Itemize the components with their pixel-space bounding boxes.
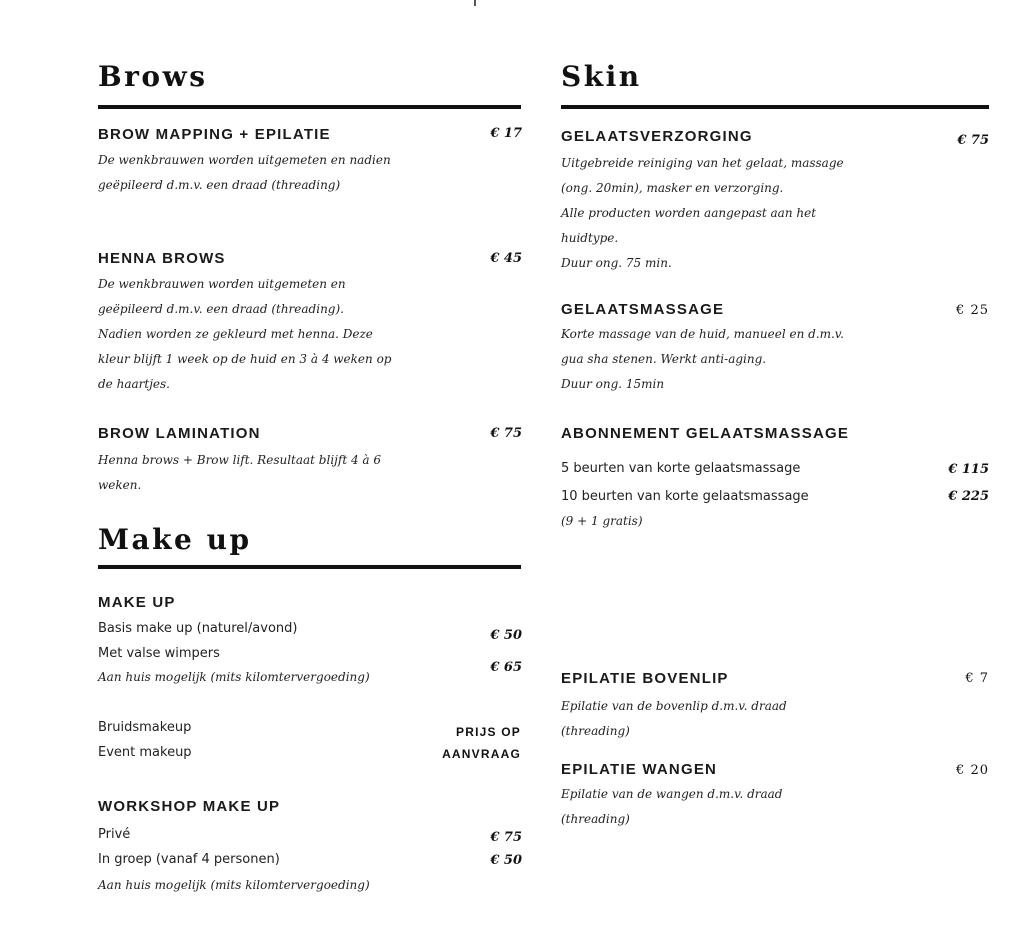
abonnement-line-5: 5 beurten van korte gelaatsmassage	[561, 461, 801, 476]
makeup-line-event: Event makeup	[98, 745, 192, 760]
makeup-price-on-request-2: AANVRAAG	[442, 747, 521, 761]
brow-lamination-description: Henna brows + Brow lift. Resultaat blijft 4 à 6 weken.	[98, 453, 382, 492]
brow-lamination-price: € 75	[490, 426, 522, 441]
makeup-line-basis: Basis make up (naturel/avond)	[98, 621, 298, 636]
gelaatsverzorging-price: € 75	[957, 133, 989, 148]
gelaatsverzorging-title: GELAATSVERZORGING	[561, 128, 753, 145]
brow-mapping-price: € 17	[490, 126, 522, 141]
makeup-price-wimpers: € 65	[490, 660, 522, 675]
gelaatsverzorging-description: Uitgebreide reiniging van het gelaat, massage (ong. 20min), masker en verzorging. Alle producten worden aangepast aan het huidtype. Duur ong. 75 min.	[561, 156, 844, 270]
workshop-home-note: Aan huis mogelijk (mits kilomtervergoeding)	[98, 878, 370, 892]
makeup-line-bruid: Bruidsmakeup	[98, 720, 192, 735]
workshop-price-groep: € 50	[490, 853, 522, 868]
brow-mapping-title: BROW MAPPING + EPILATIE	[98, 126, 331, 143]
makeup-title: MAKE UP	[98, 594, 176, 611]
henna-brows-price: € 45	[490, 251, 522, 266]
workshop-title: WORKSHOP MAKE UP	[98, 798, 281, 815]
makeup-heading: Make up	[98, 523, 252, 556]
workshop-line-prive: Privé	[98, 827, 131, 842]
brow-lamination-title: BROW LAMINATION	[98, 425, 261, 442]
gelaatsmassage-price: € 25	[956, 303, 989, 318]
gelaatsmassage-description: Korte massage van de huid, manueel en d.m.v. gua sha stenen. Werkt anti-aging. Duur ong. 15min	[561, 327, 844, 391]
skin-heading: Skin	[561, 60, 642, 93]
abonnement-title: ABONNEMENT GELAATSMASSAGE	[561, 425, 850, 442]
makeup-price-on-request-1: PRIJS OP	[456, 725, 521, 739]
workshop-line-groep: In groep (vanaf 4 personen)	[98, 852, 280, 867]
top-mark	[474, 0, 476, 6]
epilatie-wangen-description: Epilatie van de wangen d.m.v. draad (threading)	[561, 787, 783, 826]
epilatie-wangen-title: EPILATIE WANGEN	[561, 761, 718, 778]
makeup-divider	[98, 565, 521, 569]
epilatie-wangen-price: € 20	[956, 763, 989, 778]
gelaatsmassage-title: GELAATSMASSAGE	[561, 301, 725, 318]
abonnement-price-5: € 115	[948, 462, 989, 477]
epilatie-bovenlip-title: EPILATIE BOVENLIP	[561, 670, 729, 687]
abonnement-note: (9 + 1 gratis)	[561, 514, 643, 528]
makeup-line-wimpers: Met valse wimpers	[98, 646, 220, 661]
epilatie-bovenlip-price: € 7	[965, 671, 989, 686]
epilatie-bovenlip-description: Epilatie van de bovenlip d.m.v. draad (threading)	[561, 699, 787, 738]
henna-brows-description: De wenkbrauwen worden uitgemeten en geëpileerd d.m.v. een draad (threading). Nadien worden ze gekleurd met henna. Deze kleur blijft 1 week op de huid en 3 à 4 weken op de haartjes.	[98, 277, 392, 391]
makeup-price-basis: € 50	[490, 628, 522, 643]
henna-brows-title: HENNA BROWS	[98, 250, 226, 267]
brows-heading: Brows	[98, 60, 208, 93]
brow-mapping-description: De wenkbrauwen worden uitgemeten en nadien geëpileerd d.m.v. een draad (threading)	[98, 153, 391, 192]
makeup-home-note: Aan huis mogelijk (mits kilomtervergoeding)	[98, 670, 370, 684]
workshop-price-prive: € 75	[490, 830, 522, 845]
skin-divider	[561, 105, 989, 109]
abonnement-price-10: € 225	[948, 489, 989, 504]
abonnement-line-10: 10 beurten van korte gelaatsmassage	[561, 489, 809, 504]
brows-divider	[98, 105, 521, 109]
